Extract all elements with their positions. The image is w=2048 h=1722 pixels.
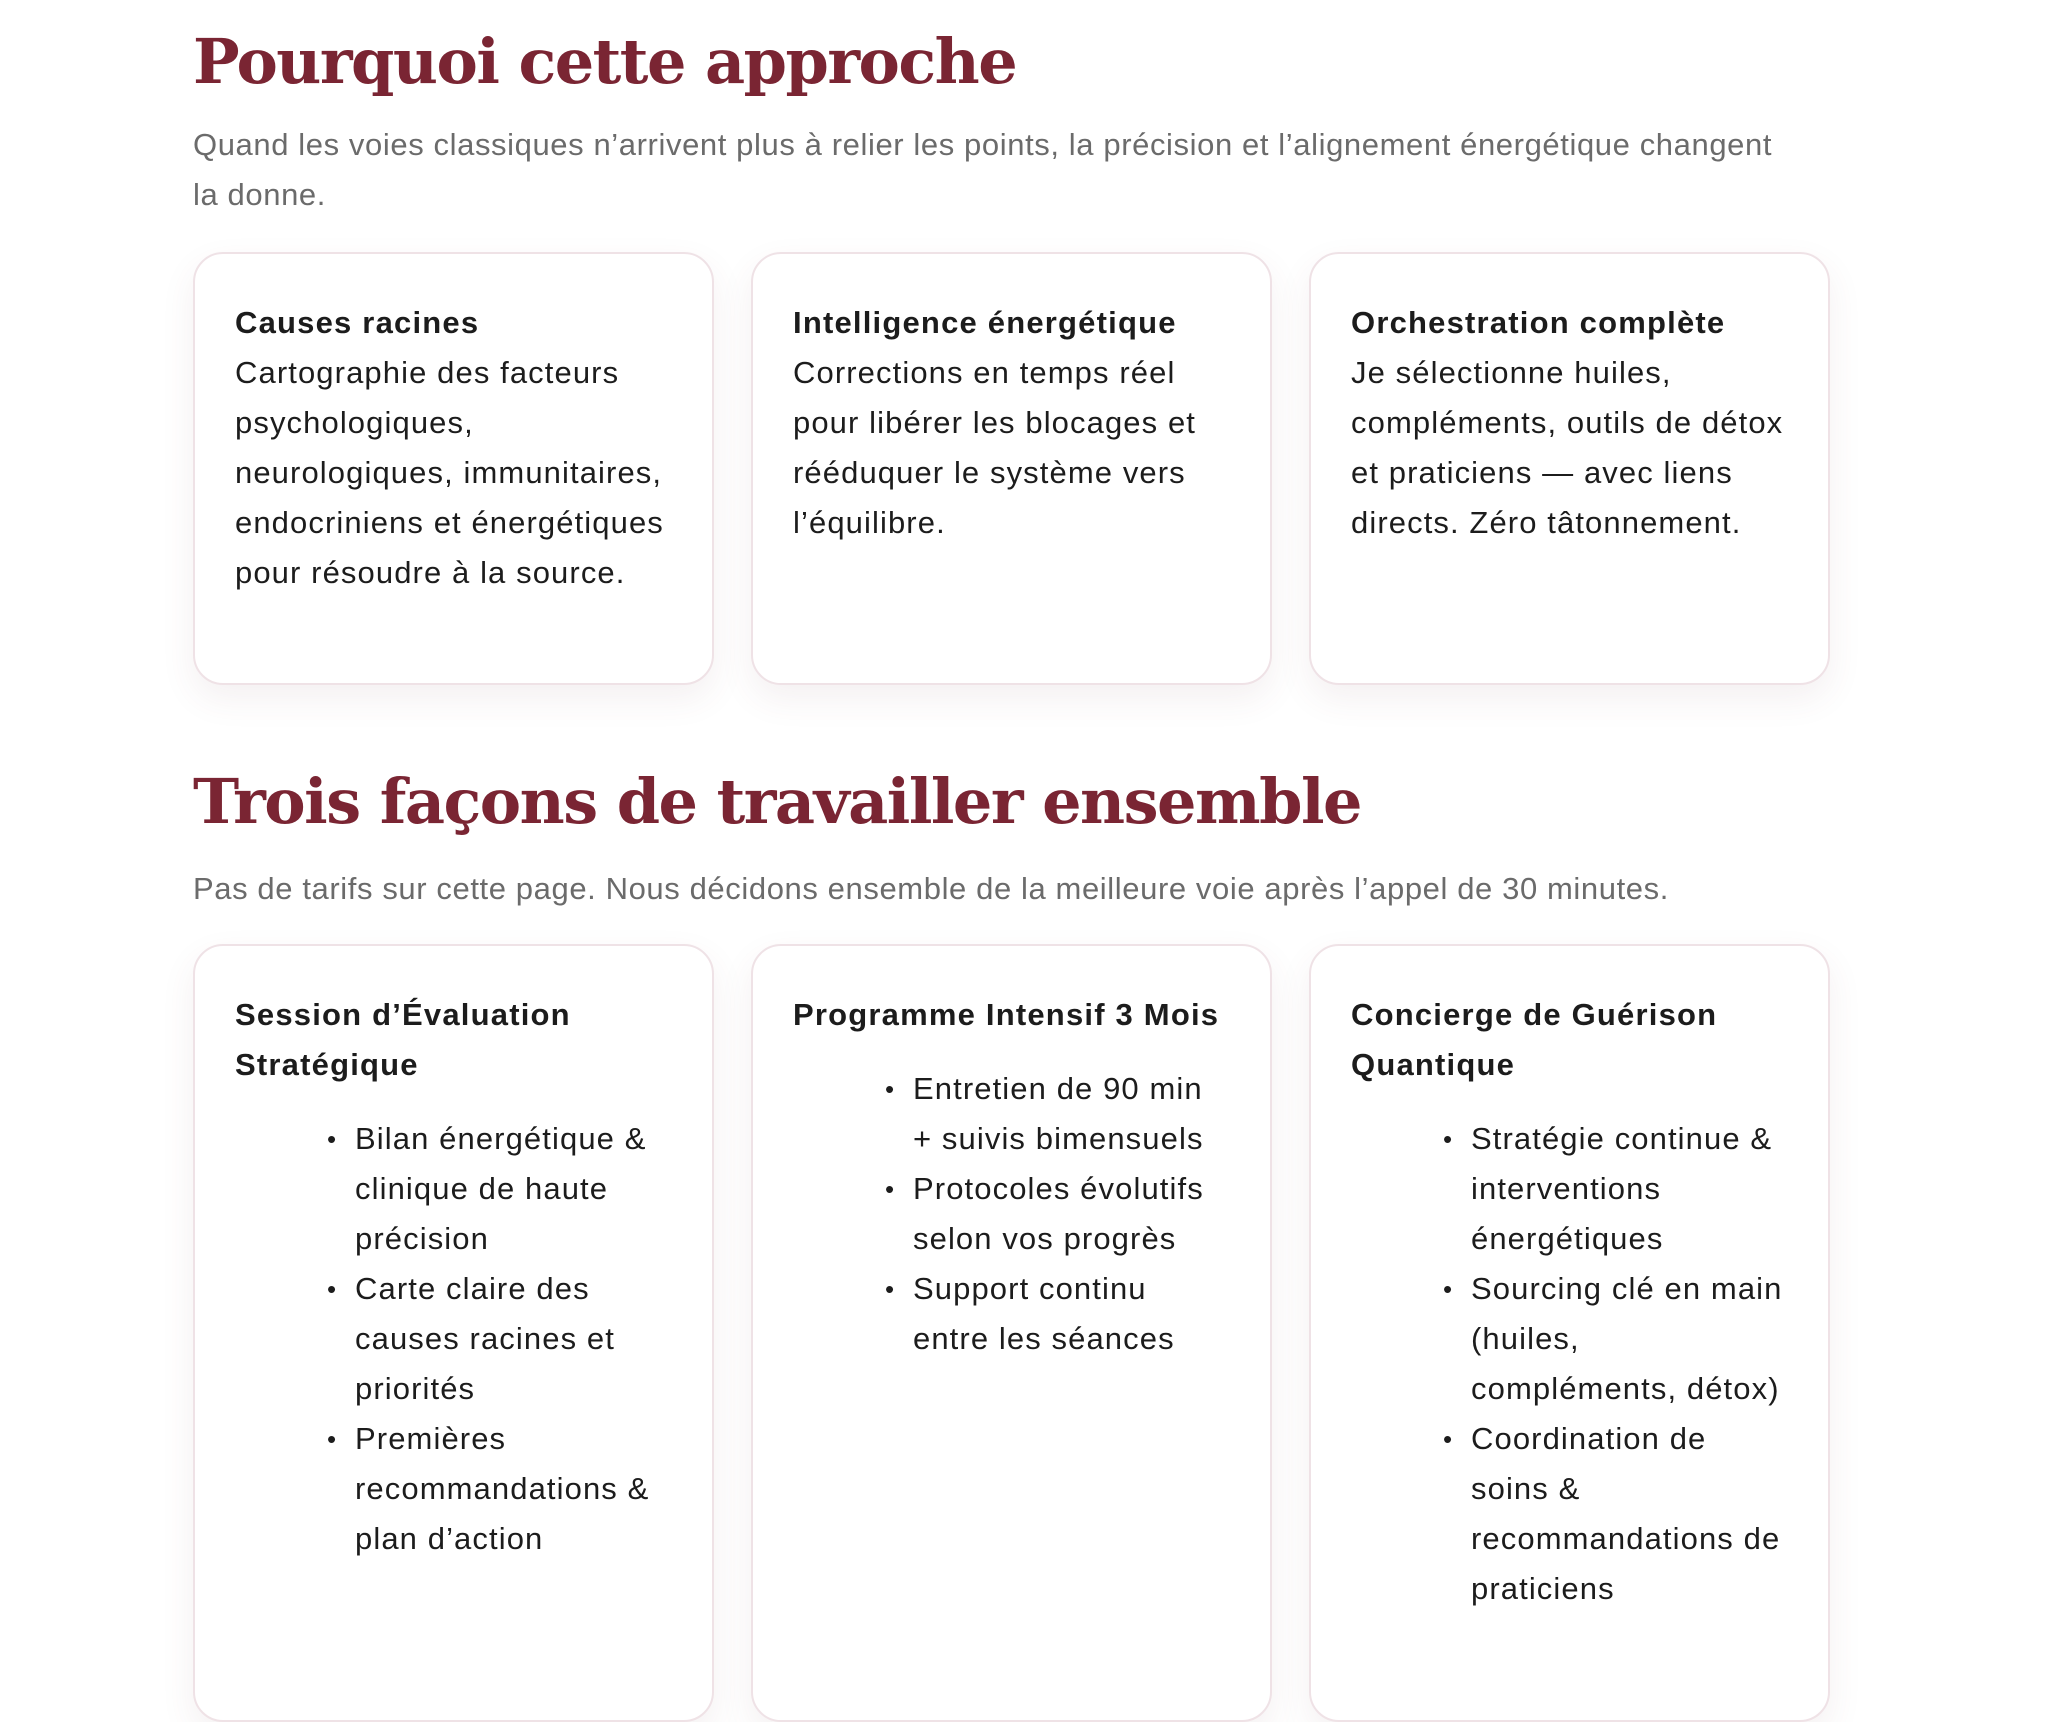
- bullet-icon: •: [885, 1174, 896, 1204]
- offer-feature-list: [235, 1114, 672, 1564]
- section-subtitle-approach: Quand les voies classiques n’arrivent plus à relier les points, la précision et l’alignement énergétique changent la donne.: [193, 127, 1773, 212]
- card-text: Corrections en temps réel pour libérer les blocages et rééduquer le système vers l’équilibre.: [793, 355, 1197, 540]
- list-item: • Coordination de soins & recommandations de praticiens: [1471, 1414, 1788, 1614]
- offer-title: Concierge de Guérison Quantique: [1351, 997, 1718, 1082]
- offer-cards: [193, 944, 1830, 1722]
- section-subtitle-offers: Pas de tarifs sur cette page. Nous décidons ensemble de la meilleure voie après l’appel de 30 minutes.: [193, 871, 1669, 906]
- bullet-icon: •: [327, 1424, 338, 1454]
- list-item: • Stratégie continue & interventions énergétiques: [1471, 1114, 1788, 1264]
- list-item: • Sourcing clé en main (huiles, compléments, détox): [1471, 1264, 1788, 1414]
- list-item: • Premières recommandations & plan d’action: [355, 1414, 672, 1564]
- list-item: • Support continu entre les séances: [913, 1264, 1230, 1364]
- card-intelligence-energetique: [751, 252, 1272, 685]
- offer-title: Session d’Évaluation Stratégique: [235, 997, 571, 1082]
- bullet-icon: •: [885, 1074, 896, 1104]
- card-title: Causes racines: [235, 305, 480, 340]
- list-item: • Bilan énergétique & clinique de haute précision: [355, 1114, 672, 1264]
- offer-feature-list: [1351, 1114, 1788, 1614]
- card-title: Intelligence énergétique: [793, 305, 1177, 340]
- list-item: • Entretien de 90 min + suivis bimensuels: [913, 1064, 1230, 1164]
- section-title-approach: Pourquoi cette approche: [193, 25, 1017, 98]
- offer-feature-list: [793, 1064, 1230, 1364]
- list-item: • Protocoles évolutifs selon vos progrès: [913, 1164, 1230, 1264]
- offer-title: Programme Intensif 3 Mois: [793, 997, 1220, 1032]
- bullet-icon: •: [1443, 1124, 1454, 1154]
- card-orchestration-complete: [1309, 252, 1830, 685]
- bullet-icon: •: [327, 1274, 338, 1304]
- list-item: • Carte claire des causes racines et priorités: [355, 1264, 672, 1414]
- section-title-offers: Trois façons de travailler ensemble: [193, 765, 1361, 838]
- offer-card-concierge: [1309, 944, 1830, 1722]
- card-causes-racines: [193, 252, 714, 685]
- offer-card-programme-intensif: [751, 944, 1272, 1722]
- bullet-icon: •: [327, 1124, 338, 1154]
- approach-cards: [193, 252, 1830, 685]
- card-text: Je sélectionne huiles, compléments, outils de détox et praticiens — avec liens directs. Zéro tâtonnement.: [1351, 355, 1784, 540]
- offer-card-session-evaluation: [193, 944, 714, 1722]
- bullet-icon: •: [885, 1274, 896, 1304]
- card-text: Cartographie des facteurs psychologiques, neurologiques, immunitaires, endocriniens et énergétiques pour résoudre à la source.: [235, 355, 664, 590]
- card-title: Orchestration complète: [1351, 305, 1726, 340]
- bullet-icon: •: [1443, 1274, 1454, 1304]
- bullet-icon: •: [1443, 1424, 1454, 1454]
